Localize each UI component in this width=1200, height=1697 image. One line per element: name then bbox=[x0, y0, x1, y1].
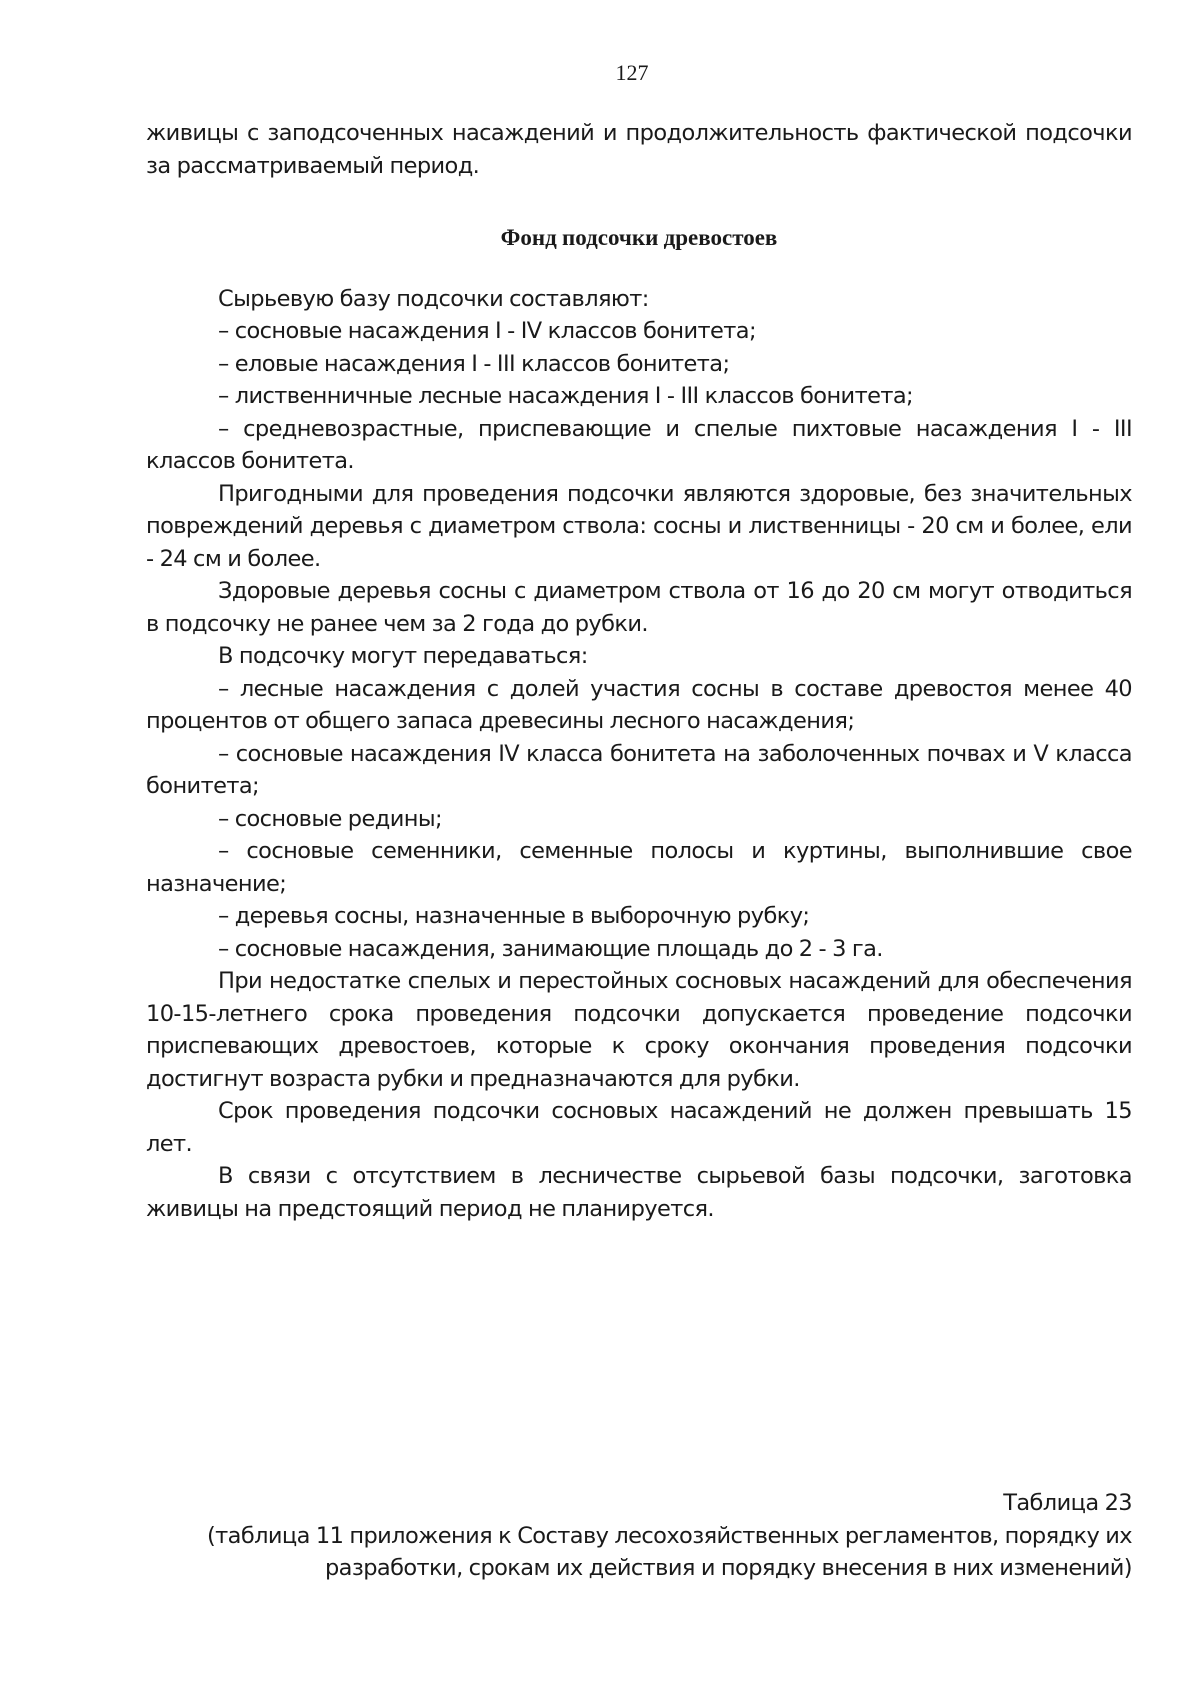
intro-paragraph: живицы с заподсоченных насаждений и продолжительность фактической подсочки за рассматриваемый период. bbox=[146, 120, 1132, 179]
table-caption bbox=[146, 1487, 1132, 1585]
list-item: – еловые насаждения I - III классов бонитета; bbox=[218, 350, 730, 377]
list-item: – лиственничные лесные насаждения I - III классов бонитета; bbox=[218, 383, 914, 409]
paragraph: Срок проведения подсочки сосновых насаждений не должен превышать 15 лет. bbox=[146, 1098, 1132, 1157]
list-item: – сосновые семенники, семенные полосы и куртины, выполнившие свое назначение; bbox=[146, 838, 1132, 897]
list-item: – сосновые насаждения IV класса бонитета на заболоченных почвах и V класса бонитета; bbox=[146, 740, 1132, 799]
paragraph: В связи с отсутствием в лесничестве сырьевой базы подсочки, заготовка живицы на предстоящий период не планируется. bbox=[146, 1163, 1132, 1222]
list-item: – сосновые редины; bbox=[218, 805, 442, 832]
table-label: Таблица 23 bbox=[1003, 1490, 1132, 1516]
list-item: – средневозрастные, приспевающие и спелые пихтовые насаждения I - III классов бонитета. bbox=[146, 415, 1132, 474]
paragraph: При недостатке спелых и перестойных сосновых насаждений для обеспечения 10-15-летнего срока проведения подсочки допускается проведение подсочки приспевающих древостоев, которые к сроку окончания проведения подсочки достигнут возраста рубки и предназначаются для рубки. bbox=[146, 968, 1132, 1092]
list-item: – лесные насаждения с долей участия сосны в составе древостоя менее 40 процентов от общего запаса древесины лесного насаждения; bbox=[146, 675, 1132, 734]
document-body bbox=[146, 117, 1132, 1225]
paragraph: Пригодными для проведения подсочки являются здоровые, без значительных повреждений деревья с диаметром ствола: сосны и лиственницы - 20 см и более, ели - 24 см и более. bbox=[146, 480, 1132, 572]
section-title: Фонд подсочки древостоев bbox=[500, 225, 778, 250]
table-reference-line-2: разработки, срокам их действия и порядку внесения в них изменений) bbox=[325, 1555, 1132, 1581]
paragraph: В подсочку могут передаваться: bbox=[218, 643, 588, 669]
list-item: – сосновые насаждения I - IV классов бонитета; bbox=[218, 318, 756, 344]
list-item: – сосновые насаждения, занимающие площадь до 2 - 3 га. bbox=[218, 935, 883, 962]
table-reference-line-1: (таблица 11 приложения к Составу лесохозяйственных регламентов, порядку их bbox=[206, 1522, 1132, 1549]
paragraph: Сырьевую базу подсочки составляют: bbox=[218, 285, 649, 312]
paragraph: Здоровые деревья сосны с диаметром ствола от 16 до 20 см могут отводиться в подсочку не ранее чем за 2 года до рубки. bbox=[146, 578, 1132, 637]
page-number: 127 bbox=[615, 60, 649, 85]
list-item: – деревья сосны, назначенные в выборочную рубку; bbox=[218, 903, 810, 929]
